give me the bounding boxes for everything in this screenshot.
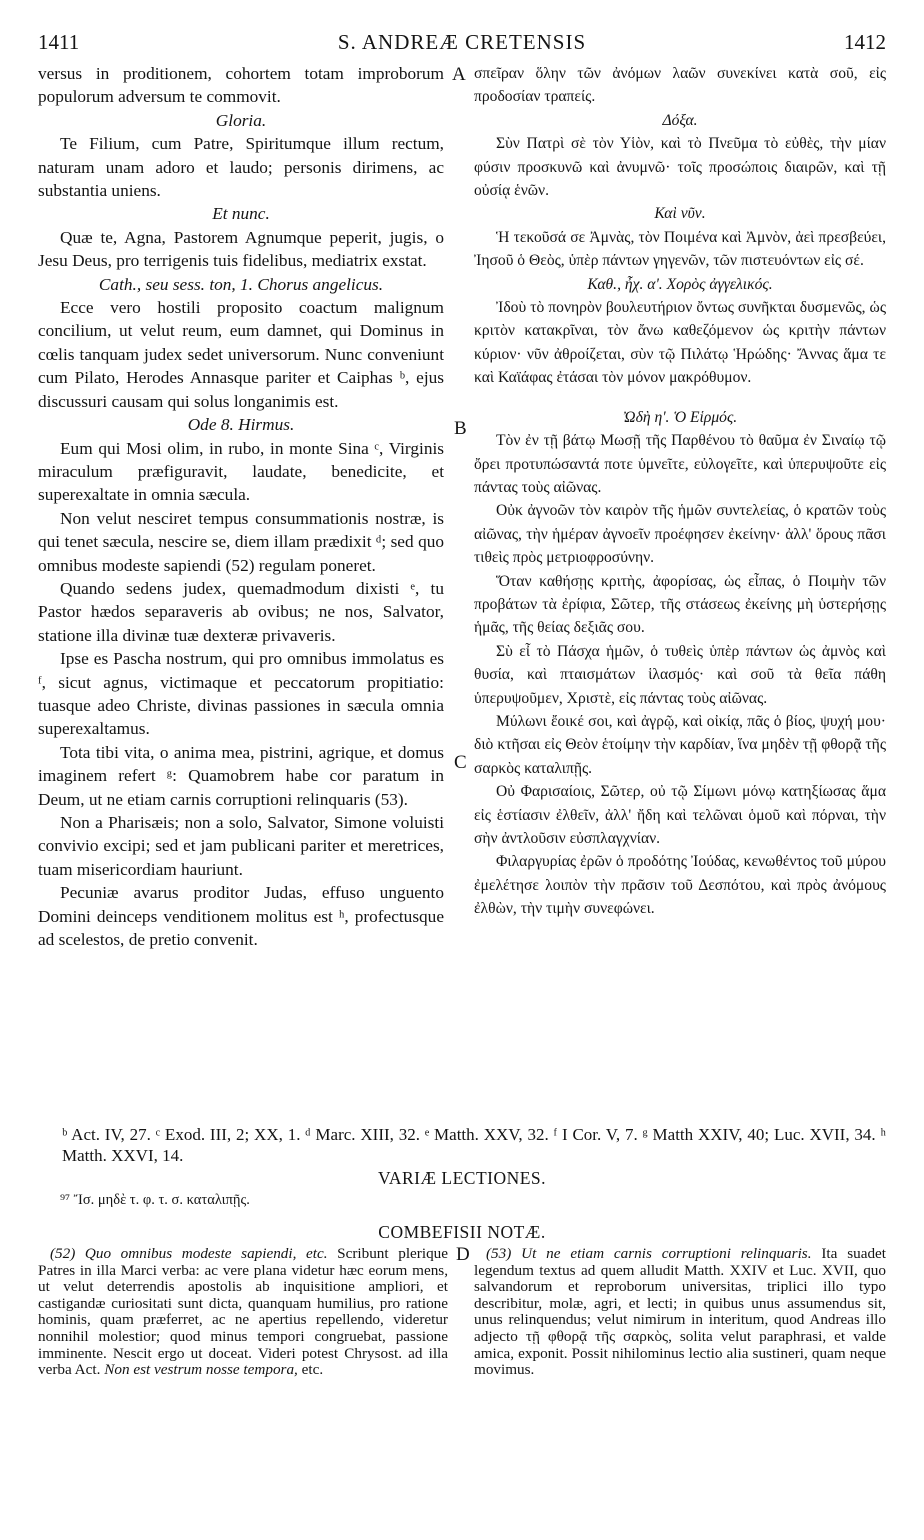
greek-para: Ἰδοὺ τὸ πονηρὸν βουλευτήριον ὄντως συνῆκται δυσμενῶς, ὡς κριτὸν κατακρῖναι, τὸν ἄνω καθεζόμενον ὡς κριτὴν πάντων κύριον· νῦν ἀθροίζεται, σὺν τῷ Πιλάτῳ Ἡρώδης· Ἄννας ἅμα τε καὶ Καϊάφας ἐτάσαι τὸν μόνον μακρόθυμον. bbox=[474, 299, 886, 387]
margin-marker-d: D bbox=[456, 1244, 470, 1265]
greek-rubric: Καὶ νῦν. bbox=[654, 205, 706, 223]
latin-para: Te Filium, cum Patre, Spiritumque illum rectum, naturam unam adoro et laudo; personis dirimens, ac substantia uniens. bbox=[38, 134, 444, 201]
latin-para: Non velut nesciret tempus consummationis nostræ, is qui tenet sæcula, nescire se, diem illam prædixit ᵈ; sed quo omnibus modeste sapiendi (52) regulam poneret. bbox=[38, 508, 444, 575]
margin-marker-b: B bbox=[454, 418, 467, 439]
latin-para: Ecce vero hostili proposito coactum malignum concilium, ut velut reum, eum damnet, qui Dominus in cœlis tanquam judex sedet universorum. Nunc conveniunt cum Pilato, Herodes Annasque pariter et Caiphas ᵇ, ejus discussuri causam qui solus longanimis est. bbox=[38, 298, 444, 411]
greek-rubric: Καθ., ἦχ. α'. Χορὸς ἀγγελικός. bbox=[587, 275, 773, 293]
greek-para: Φιλαργυρίας ἐρῶν ὁ προδότης Ἰούδας, κενωθέντος τοῦ μύρου ἐμελέτησε λοιπὸν τὴν πρᾶσιν τοῦ Δεσπότου, καὶ πρὸς ἀνόμους ἐλθὼν, τὴν τιμὴν συνεφώνει. bbox=[474, 853, 886, 918]
latin-para: Pecuniæ avarus proditor Judas, effuso unguento Domini deinceps venditionem molitus est ʰ, profectusque ad scelestos, de pretio convenit. bbox=[38, 883, 444, 950]
greek-para: Τὸν ἐν τῇ βάτῳ Μωσῇ τῆς Παρθένου τὸ θαῦμα ἐν Σιναίῳ τῷ ὄρει προτυπώσαντά ποτε ὑμνεῖτε, εὐλογεῖτε, καὶ ὑπερυψοῦτε εἰς πάντας τοὺς αἰῶνας. bbox=[474, 432, 886, 496]
note-text: Scribunt plerique Patres in illa Marci verba: ac vere plana videtur hæc eorum mens, ut velut deterrendis apostolis ab inquisitione ampliori, et castigandæ curiositati sunt dicta, quanquam humilius, pro ratione hominis, quam præferret, ac ne apertius repellendo, videretur nonnihil molestior; quod minus tempori congruebat, passione imminente. Nescit ergo ut doceat. Videri potest Chrysost. ad illa verba Act. bbox=[38, 1245, 448, 1379]
greek-para: Οὐκ ἀγνοῶν τὸν καιρὸν τῆς ἡμῶν συντελείας, ὁ κρατῶν τοὺς αἰῶνας, τὴν ἡμέραν ἀγνοεῖν προέφησεν ἐκείνην· ἀλλ' ὅρους πᾶσι τιθεὶς πρὸς μετριοφροσύνην. bbox=[474, 502, 886, 567]
greek-column bbox=[474, 62, 886, 921]
greek-para: Οὐ Φαρισαίοις, Σῶτερ, οὐ τῷ Σίμωνι μόνῳ κατηξίωσας ἅμα εἰς ἑστίασιν ἐλθεῖν, ἀλλ' ἤδη καὶ τελῶναι ὁμοῦ καὶ πόρναι, τὴν σὴν ἀντλοῦσιν εὐσπλαγχνίαν. bbox=[474, 783, 886, 847]
latin-para: Non a Pharisæis; non a solo, Salvator, Simone voluisti convivio excipi; sed et jam publicani pariter et meretrices, tuam misericordiam hauriunt. bbox=[38, 813, 444, 879]
note-lemma: (53) Ut ne etiam carnis corruptioni relinquaris. bbox=[486, 1245, 812, 1262]
greek-para: Σὺν Πατρὶ σὲ τὸν Υἱὸν, καὶ τὸ Πνεῦμα τὸ εὐθὲς, τὴν μίαν φύσιν προσκυνῶ καὶ ἀνυμνῶ· τοῖς προσώποις διαιρῶν, καὶ τῇ οὐσίᾳ ἑνῶν. bbox=[474, 135, 886, 200]
greek-para: Μύλωνι ἔοικέ σοι, καὶ ἀγρῷ, καὶ οἰκίᾳ, πᾶς ὁ βίος, ψυχή μου· διὸ κτῆσαι εἰς Θεὸν ἑτοίμην τὴν καρδίαν, ἵνα μηδὲν τῇ φθορᾷ τῆς σαρκὸς καταλιπῇς. bbox=[474, 712, 886, 777]
page-header bbox=[38, 30, 886, 58]
greek-para: Ἡ τεκοῦσά σε Ἀμνὰς, τὸν Ποιμένα καὶ Ἀμνὸν, ἀεὶ πρεσβεύει, Ἰησοῦ ὁ Θεὸς, ὑπὲρ πάντων γηγενῶν, τῶν πιστευόντων εἰς σέ. bbox=[474, 228, 886, 270]
greek-rubric: Δόξα. bbox=[662, 111, 698, 129]
margin-marker-c: C bbox=[454, 752, 467, 773]
latin-para: Quando sedens judex, quemadmodum dixisti ᵉ, tu Pastor hædos separaveris ab ovibus; ne nos, Salvator, statione illa divinæ tuæ dexteræ privaveris. bbox=[38, 578, 444, 645]
combefisii-notae-heading: COMBEFISII NOTÆ. bbox=[378, 1222, 546, 1242]
note-text: Ita suadet legendum textus ad quem alludit Matth. XXIV et Luc. XVII, quo salvandorum et reproborum universitas, triplici illo typo describitur, molæ, agri, et lecti; in quibus unus assumendus sit, unus relinquendus; velut nimirum in interitum, quod Andreas illo adjecto τῇ φθορᾷ τῆς σαρκὸς, solita velut paraphrasi, et valde amica, exponit. Possit nihilominus lectio alia sustineri, quam neque movimus. bbox=[474, 1245, 886, 1379]
note-lemma: (52) Quo omnibus modeste sapiendi, etc. bbox=[50, 1245, 328, 1262]
variant-reading: ⁹⁷ Ἴσ. μηδὲ τ. φ. τ. σ. καταλιπῇς. bbox=[60, 1192, 250, 1208]
variae-lectiones-heading: VARIÆ LECTIONES. bbox=[377, 1168, 547, 1188]
page-number-left: 1411 bbox=[38, 30, 80, 54]
scripture-footnotes: ᵇ Act. IV, 27. ᶜ Exod. III, 2; XX, 1. ᵈ Marc. XIII, 32. ᵉ Matth. XXV, 32. ᶠ I Cor. V, 7. ᵍ Matth XXIV, 40; Luc. XVII, 34. ʰ Matth. XXVI, 14. bbox=[62, 1125, 886, 1165]
latin-para: Ipse es Pascha nostrum, qui pro omnibus immolatus es ᶠ, sicut agnus, victimaque et peccatorum propitiatio: tuasque adeo Christe, divinas passiones in sæcula omnia superexaltamus. bbox=[38, 649, 444, 739]
latin-para: Tota tibi vita, o anima mea, pistrini, agrique, et domus imaginem refert ᵍ: Quamobrem habe cor paratum in Deum, ut ne etiam carnis corruptioni relinquaris (53). bbox=[38, 742, 444, 809]
note-quote: Non est vestrum nosse tempora, bbox=[104, 1361, 298, 1379]
latin-rubric: Ode 8. Hirmus. bbox=[187, 415, 295, 435]
margin-marker-a: A bbox=[452, 64, 466, 85]
greek-para: Σὺ εἶ τὸ Πάσχα ἡμῶν, ὁ τυθεὶς ὑπὲρ πάντων ὡς ἀμνὸς καὶ θυσία, καὶ πταισμάτων ἱλασμός· καὶ σοῦ τὰ θεῖα πάθη ὑπερυψοῦμεν, Χριστὲ, εἰς πάντας τοὺς αἰῶνας. bbox=[474, 642, 886, 707]
latin-column bbox=[38, 62, 444, 951]
greek-para: Ὅταν καθήσῃς κριτὴς, ἀφορίσας, ὡς εἶπας, ὁ Ποιμὴν τῶν προβάτων τὰ ἐρίφια, Σῶτερ, τῆς στάσεως ἐκείνης μὴ ὑστερήσῃς ἡμᾶς, τῆς θείας δεξιᾶς σου. bbox=[474, 572, 886, 637]
latin-para: versus in proditionem, cohortem totam improborum populorum adversum te commovit. bbox=[38, 64, 444, 107]
latin-rubric: Et nunc. bbox=[212, 204, 270, 224]
greek-rubric: Ὠδὴ η'. Ὁ Εἱρμός. bbox=[622, 408, 738, 426]
latin-rubric: Gloria. bbox=[215, 110, 267, 130]
page-number-right: 1412 bbox=[844, 30, 886, 54]
note-53 bbox=[474, 1246, 886, 1379]
greek-para: σπεῖραν ὅλην τῶν ἀνόμων λαῶν συνεκίνει κατὰ σοῦ, εἰς προδοσίαν τραπείς. bbox=[474, 65, 886, 106]
running-title: S. ANDREÆ CRETENSIS bbox=[337, 30, 587, 54]
latin-rubric: Cath., seu sess. ton, 1. Chorus angelicus. bbox=[98, 274, 384, 294]
latin-para: Eum qui Mosi olim, in rubo, in monte Sina ᶜ, Virginis miraculum præfiguravit, laudate, benedicite, et superexaltate in omnia sæcula. bbox=[38, 438, 444, 505]
latin-para: Quæ te, Agna, Pastorem Agnumque peperit, jugis, o Jesu Deus, pro terrigenis tuis fidelibus, mediatrix exstat. bbox=[38, 227, 444, 271]
note-end: etc. bbox=[301, 1361, 324, 1379]
note-52 bbox=[38, 1246, 448, 1379]
